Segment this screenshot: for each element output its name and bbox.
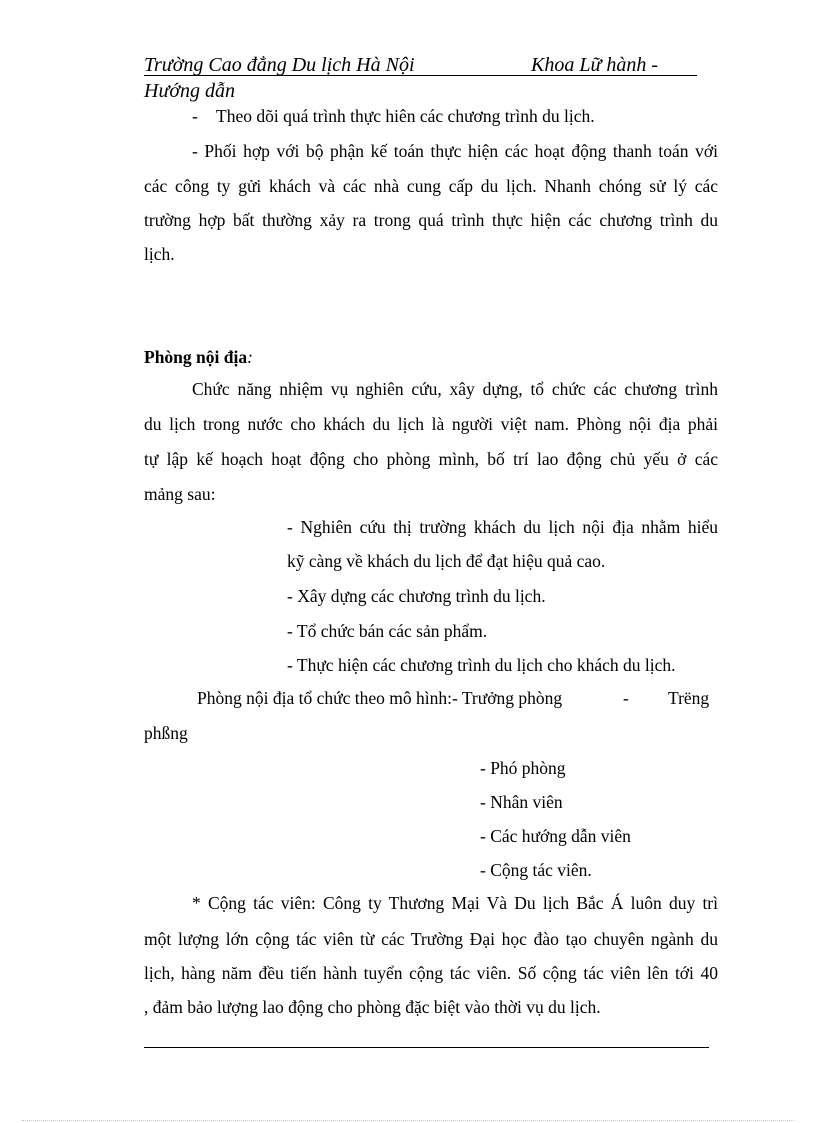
section-paragraph-line: Chức năng nhiệm vụ nghiên cứu, xây dựng, tổ chức các chương trình (192, 379, 718, 399)
org-item: - Các hướng dẫn viên (480, 826, 631, 846)
org-item: - Phó phòng (480, 758, 566, 778)
org-item: - Nhân viên (480, 792, 563, 812)
section-heading-text: Phòng nội địa (144, 347, 248, 367)
task-item: - Tổ chức bán các sản phẩm. (287, 621, 488, 641)
collab-paragraph-line: , đảm bảo lượng lao động cho phòng đặc biệt vào thời vụ du lịch. (144, 997, 601, 1017)
org-structure-garbled: Trëng (668, 688, 710, 708)
collab-paragraph-line: một lượng lớn cộng tác viên từ các Trường Đại học đào tạo chuyên ngành du (144, 929, 718, 949)
footer-rule (144, 1047, 709, 1048)
header-faculty: Khoa Lữ hành - (531, 54, 659, 76)
page-bottom-border (22, 1120, 794, 1121)
collab-paragraph-line: lịch, hàng năm đều tiến hành tuyển cộng tác viên. Số cộng tác viên lên tới 40 (144, 963, 718, 983)
header-faculty-continued: Hướng dẫn (144, 80, 236, 102)
section-heading (144, 346, 253, 368)
intro-paragraph-line: trường hợp bất thường xảy ra trong quá trình thực hiện các chương trình du (144, 210, 718, 230)
org-structure-wrap: phßng (144, 723, 188, 743)
intro-bullet-text: Theo dõi quá trình thực hiên các chương trình du lịch. (216, 106, 595, 126)
org-structure-dash: - (623, 688, 629, 708)
section-paragraph-line: tự lập kế hoạch hoạt động cho phòng mình, bố trí lao động chủ yếu ở các (144, 449, 718, 469)
section-heading-colon: : (247, 347, 253, 367)
org-item: - Cộng tác viên. (480, 860, 592, 880)
intro-bullet-dash: - (192, 106, 198, 126)
header-underline (144, 75, 697, 76)
intro-paragraph-line: lịch. (144, 244, 175, 264)
collab-paragraph-line: * Cộng tác viên: Công ty Thương Mại Và Du lịch Bắc Á luôn duy trì (192, 893, 718, 913)
org-structure-lead: Phòng nội địa tổ chức theo mô hình:- Trưởng phòng (197, 688, 563, 708)
task-item: - Nghiên cứu thị trường khách du lịch nội địa nhằm hiểu (287, 517, 718, 537)
section-paragraph-line: mảng sau: (144, 484, 216, 504)
intro-paragraph-line: - Phối hợp với bộ phận kế toán thực hiện các hoạt động thanh toán với (192, 141, 718, 161)
task-item: - Xây dựng các chương trình du lịch. (287, 586, 546, 606)
section-paragraph-line: du lịch trong nước cho khách du lịch là người việt nam. Phòng nội địa phải (144, 414, 718, 434)
intro-paragraph-line: các công ty gửi khách và các nhà cung cấp du lịch. Nhanh chóng sử lý các (144, 176, 718, 196)
header-school: Trường Cao đẳng Du lịch Hà Nội (144, 54, 415, 76)
task-item-continued: kỹ càng về khách du lịch để đạt hiệu quả cao. (287, 551, 606, 571)
task-item: - Thực hiện các chương trình du lịch cho khách du lịch. (287, 655, 676, 675)
